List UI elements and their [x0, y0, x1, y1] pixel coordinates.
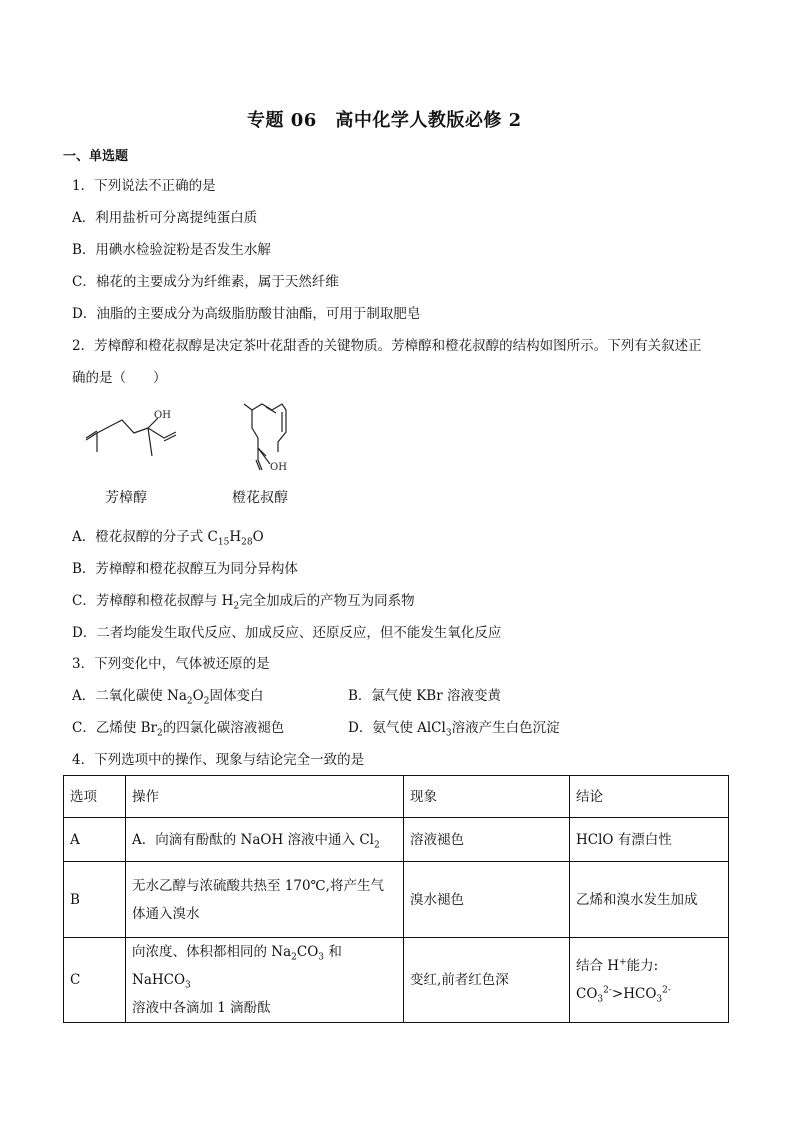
row-a-phenomenon: 溶液褪色 — [404, 818, 570, 862]
linalool-structure — [82, 408, 192, 470]
row-c-phenomenon: 变红,前者红色深 — [404, 938, 570, 1023]
q2-option-d: D．二者均能发生取代反应、加成反应、还原反应，但不能发生氧化反应 — [72, 625, 502, 641]
table-row — [64, 938, 729, 1023]
row-b-phenomenon: 溴水褪色 — [404, 862, 570, 938]
table-header-row — [64, 776, 729, 818]
q2-stem-line1: 2．芳樟醇和橙花叔醇是决定茶叶花甜香的关键物质。芳樟醇和橙花叔醇的结构如图所示。下列有关叙述正 — [72, 338, 702, 354]
q3-stem: 3．下列变化中，气体被还原的是 — [72, 656, 270, 672]
q1-stem: 1．下列说法不正确的是 — [72, 178, 216, 194]
mol1-methyl-bond — [148, 428, 152, 456]
table-row — [64, 818, 729, 862]
mol2-left-chain — [252, 410, 258, 448]
row-a-operation: A．向滴有酚酞的 NaOH 溶液中通入 $Cl_2$ — [126, 818, 404, 862]
mol2-top-chain — [244, 404, 286, 410]
q3-option-a: A．二氧化碳使 $Na_2O_2$固体变白 — [72, 688, 264, 707]
q3-option-c: C．乙烯使 $Br_2$的四氯化碳溶液褪色 — [72, 720, 285, 739]
row-c-option: C — [64, 938, 126, 1023]
header-phenomenon: 现象 — [404, 776, 570, 818]
mol1-oh-label: OH — [154, 410, 171, 421]
mol1-chain-bonds — [97, 420, 148, 433]
mol2-oh-bond — [258, 448, 270, 464]
row-a-option: A — [64, 818, 126, 862]
q1-option-c: C．棉花的主要成分为纤维素，属于天然纤维 — [72, 274, 339, 290]
header-option: 选项 — [64, 776, 126, 818]
q2-option-a: A．橙花叔醇的分子式 $C_{15}H_{28}O$ — [72, 529, 264, 548]
row-b-conclusion: 乙烯和溴水发生加成 — [570, 862, 729, 938]
mol1-vinyl-double — [164, 435, 176, 441]
q4-stem: 4．下列选项中的操作、现象与结论完全一致的是 — [72, 752, 365, 768]
q2-option-b: B．芳樟醇和橙花叔醇互为同分异构体 — [72, 561, 298, 577]
nerolidol-structure — [236, 398, 306, 474]
table-row — [64, 862, 729, 938]
row-a-conclusion: HClO 有漂白性 — [570, 818, 729, 862]
mol2-caption: 橙花叔醇 — [232, 490, 288, 506]
q1-option-b: B．用碘水检验淀粉是否发生水解 — [72, 242, 271, 258]
page-title: 专题 06 高中化学人教版必修 2 — [247, 110, 522, 131]
row-b-operation: 无水乙醇与浓硫酸共热至 170℃,将产生气 体通入溴水 — [126, 862, 404, 938]
header-operation: 操作 — [126, 776, 404, 818]
q1-option-a: A．利用盐析可分离提纯蛋白质 — [72, 210, 258, 226]
row-c-conclusion: 结合 H+能力: $CO_3^{2-}>HCO_3^{2-}$ — [570, 938, 729, 1023]
q2-stem-line2: 确的是（ ） — [72, 370, 167, 386]
section-heading: 一、单选题 — [63, 149, 129, 164]
q3-option-b: B．氯气使 KBr 溶液变黄 — [348, 688, 501, 704]
row-c-operation: 向浓度、体积都相同的 $Na_2CO_3$ 和 NaHCO$_3$ 溶液中各滴加 1 滴酚酞 — [126, 938, 404, 1023]
q3-option-d: D．氨气使 AlCl$_3$溶液产生白色沉淀 — [348, 720, 560, 739]
q1-option-d: D．油脂的主要成分为高级脂肪酸甘油酯，可用于制取肥皂 — [72, 306, 421, 322]
header-conclusion: 结论 — [570, 776, 729, 818]
mol1-caption: 芳樟醇 — [105, 490, 147, 506]
mol2-oh-label: OH — [270, 462, 287, 473]
q4-table — [63, 775, 729, 1023]
mol1-dimethyl-bonds — [86, 433, 97, 452]
row-b-option: B — [64, 862, 126, 938]
q2-option-c: C．芳樟醇和橙花叔醇与 $H_2$完全加成后的产物互为同系物 — [72, 593, 415, 612]
